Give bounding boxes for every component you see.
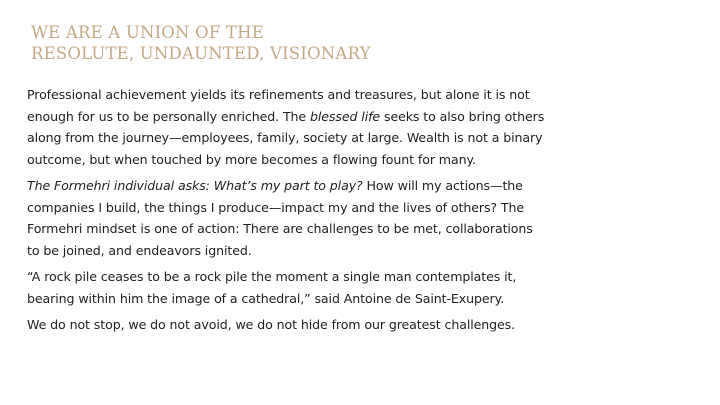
heading-line-1: WE ARE A UNION OF THE (31, 23, 264, 42)
text-fragment: seeks to also bring others (380, 108, 545, 124)
text-line (27, 106, 567, 128)
text-line: along from the journey—employees, family, society at large. Wealth is not a binary (27, 130, 543, 145)
text-line: bearing within him the image of a cathedral,” said Antoine de Saint-Exupery. (27, 290, 505, 306)
text-line: We do not stop, we do not avoid, we do not hide from our greatest challenges. (27, 317, 516, 332)
text-line: Formehri mindset is one of action: There are challenges to be met, collaborations (27, 221, 533, 236)
paragraph-individual (27, 175, 567, 261)
text-line (27, 175, 567, 197)
paragraph-quote (27, 266, 567, 309)
heading-line-2: RESOLUTE, UNDAUNTED, VISIONARY (31, 44, 371, 63)
emphasis-blessed-life: blessed life (309, 108, 381, 124)
body-text (27, 84, 567, 341)
emphasis-question: The Formehri individual asks: What’s my part to play? (27, 178, 363, 193)
text-line: “A rock pile ceases to be a rock pile the moment a single man contemplates it, (27, 269, 517, 284)
text-fragment: enough for us to be personally enriched. The (27, 108, 310, 124)
text-line: to be joined, and endeavors ignited. (27, 242, 252, 258)
text-line: companies I build, the things I produce—impact my and the lives of others? The (27, 199, 525, 215)
text-line: Professional achievement yields its refinements and treasures, but alone it is not (27, 87, 530, 102)
slide-heading (31, 22, 371, 64)
paragraph-achievement (27, 84, 567, 170)
text-fragment: How will my actions—the (362, 178, 523, 193)
paragraph-closing (27, 314, 567, 336)
text-line: outcome, but when touched by more becomes a flowing fount for many. (27, 151, 476, 167)
